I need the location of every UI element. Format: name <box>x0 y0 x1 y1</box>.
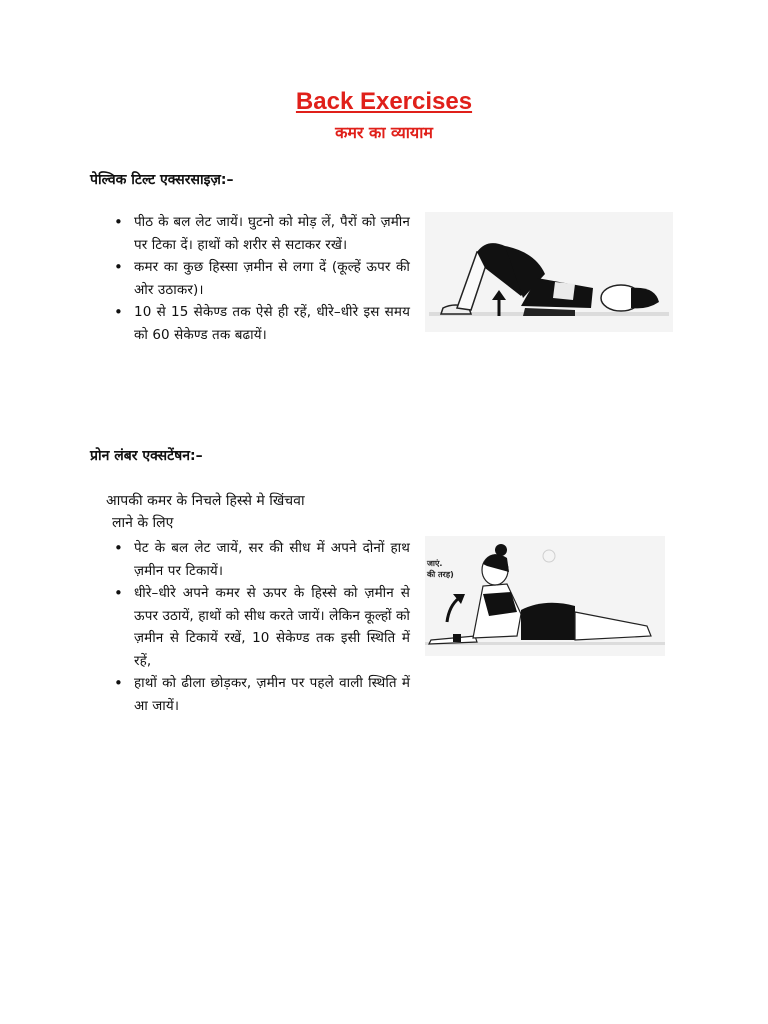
intro-line: लाने के लिए <box>112 515 174 531</box>
list-item: • कमर का कुछ हिस्सा ज़मीन से लगा दें (कूल्हें ऊपर की ओर उठाकर)। <box>112 256 410 301</box>
section-intro <box>106 490 396 534</box>
pelvic-tilt-illustration <box>425 212 673 332</box>
prone-lumbar-extension-illustration <box>425 536 665 656</box>
intro-line: आपकी कमर के निचले हिस्से मे खिंचवा <box>106 493 305 509</box>
curved-arrow-icon <box>447 594 465 622</box>
prone-lumbar-steps <box>112 537 410 717</box>
page-title: Back Exercises <box>295 88 473 115</box>
list-item: • पेट के बल लेट जायें, सर की सीध में अपने दोनों हाथ ज़मीन पर टिकायें। <box>112 537 410 582</box>
pelvic-tilt-steps <box>112 211 410 346</box>
list-item: • पीठ के बल लेट जायें। घुटनो को मोड़ लें, पैरों को ज़मीन पर टिका दें। हाथों को शरीर से सटाकर रखें। <box>112 211 410 256</box>
list-item: • 10 से 15 सेकेण्ड तक ऐसे ही रहें, धीरे–धीरे इस समय को 60 सेकेण्ड तक बढायें। <box>112 301 410 346</box>
section-heading-pelvic-tilt: पेल्विक टिल्ट एक्सरसाइज़:– <box>90 172 234 188</box>
list-item: • हाथों को ढीला छोड़कर, ज़मीन पर पहले वाली स्थिति में आ जायें। <box>112 672 410 717</box>
image-fragment-text: जाएं. की तरह) <box>427 559 454 579</box>
list-item: • धीरे–धीरे अपने कमर से ऊपर के हिस्से को ज़मीन से ऊपर उठायें, हाथों को सीध करते जायें। लेकिन कूल्हों को ज़मीन से टिकायें रखें, 10 सेकेण्ड तक इसी स्थिति में रहें, <box>112 582 410 672</box>
section-heading-prone-lumbar: प्रोन लंबर एक्सटेंषन:– <box>90 448 203 464</box>
page-subtitle: कमर का व्यायाम <box>335 123 433 142</box>
